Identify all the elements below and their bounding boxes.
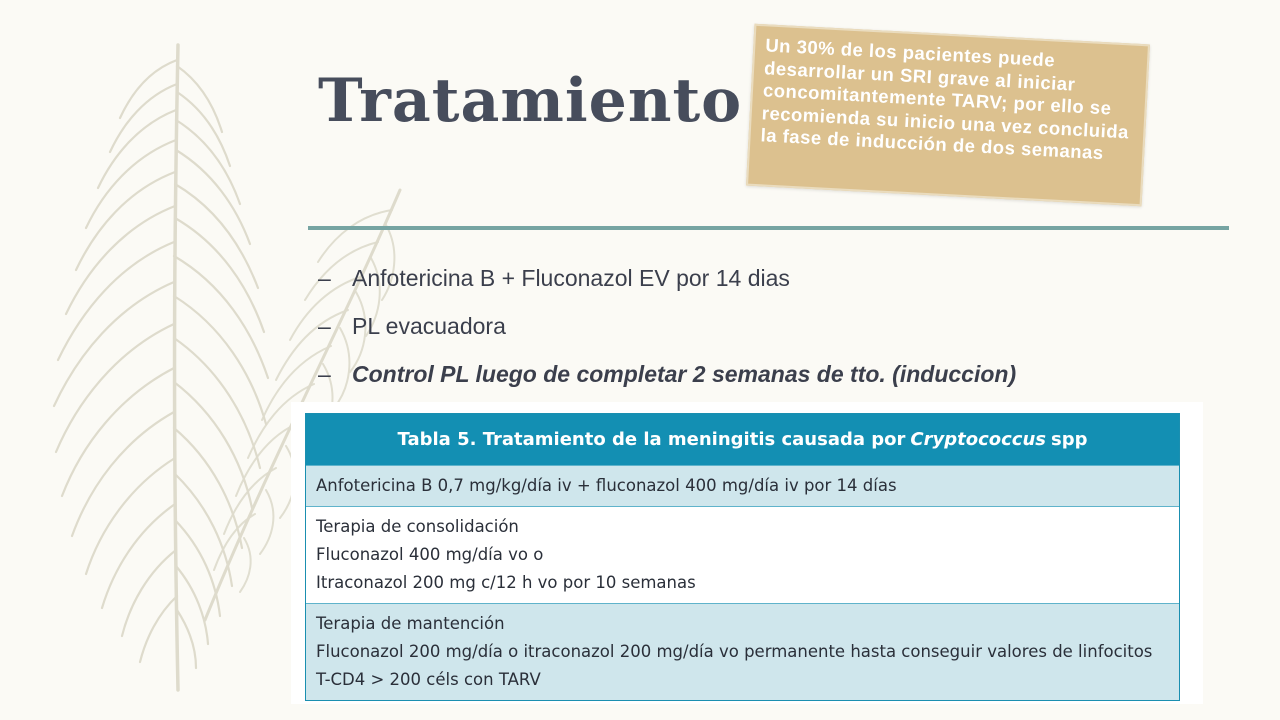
bullet-item (318, 262, 1016, 310)
treatment-table (305, 413, 1180, 701)
table-title-italic: Cryptococcus (910, 429, 1046, 450)
table-row-line: Terapia de consolidación (316, 517, 519, 536)
bullet-item (318, 358, 1016, 406)
page-title: Tratamiento (318, 66, 743, 136)
table-row (306, 506, 1179, 603)
bullet-text: Anfotericina B + Fluconazol EV por 14 dias (352, 265, 790, 291)
table-title (306, 414, 1179, 465)
bullet-item (318, 310, 1016, 358)
title-divider (308, 226, 1229, 230)
bullet-text-emphasized: Control PL luego de completar 2 semanas de tto. (induccion) (352, 361, 1017, 387)
bullet-list (318, 262, 1016, 406)
table-row-line: Fluconazol 200 mg/día o itraconazol 200 mg/día vo permanente hasta conseguir valores de linfocitos (316, 642, 1153, 661)
table-row-line: Anfotericina B 0,7 mg/kg/día iv + fluconazol 400 mg/día iv por 14 días (316, 476, 897, 495)
bullet-marker: – (318, 265, 331, 291)
table-title-prefix: Tabla 5. Tratamiento de la meningitis causada por (397, 429, 906, 450)
table-row-line: Terapia de mantención (316, 614, 505, 633)
table-row-line: Fluconazol 400 mg/día vo o (316, 545, 544, 564)
table-row-line: Itraconazol 200 mg c/12 h vo por 10 semanas (316, 573, 696, 592)
bullet-text: PL evacuadora (352, 313, 506, 339)
bullet-marker: – (318, 361, 331, 387)
table-title-suffix: spp (1051, 429, 1088, 450)
treatment-table-image (291, 402, 1203, 704)
table-row (306, 465, 1179, 506)
table-row-line: T-CD4 > 200 céls con TARV (316, 670, 541, 689)
table-row (306, 603, 1179, 700)
callout-note: Un 30% de los pacientes puede desarrollar un SRI grave al iniciar concomitantemente TARV; por ello se recomienda su inicio una vez concluida la fase de inducción de dos semanas (746, 24, 1150, 207)
bullet-marker: – (318, 313, 331, 339)
